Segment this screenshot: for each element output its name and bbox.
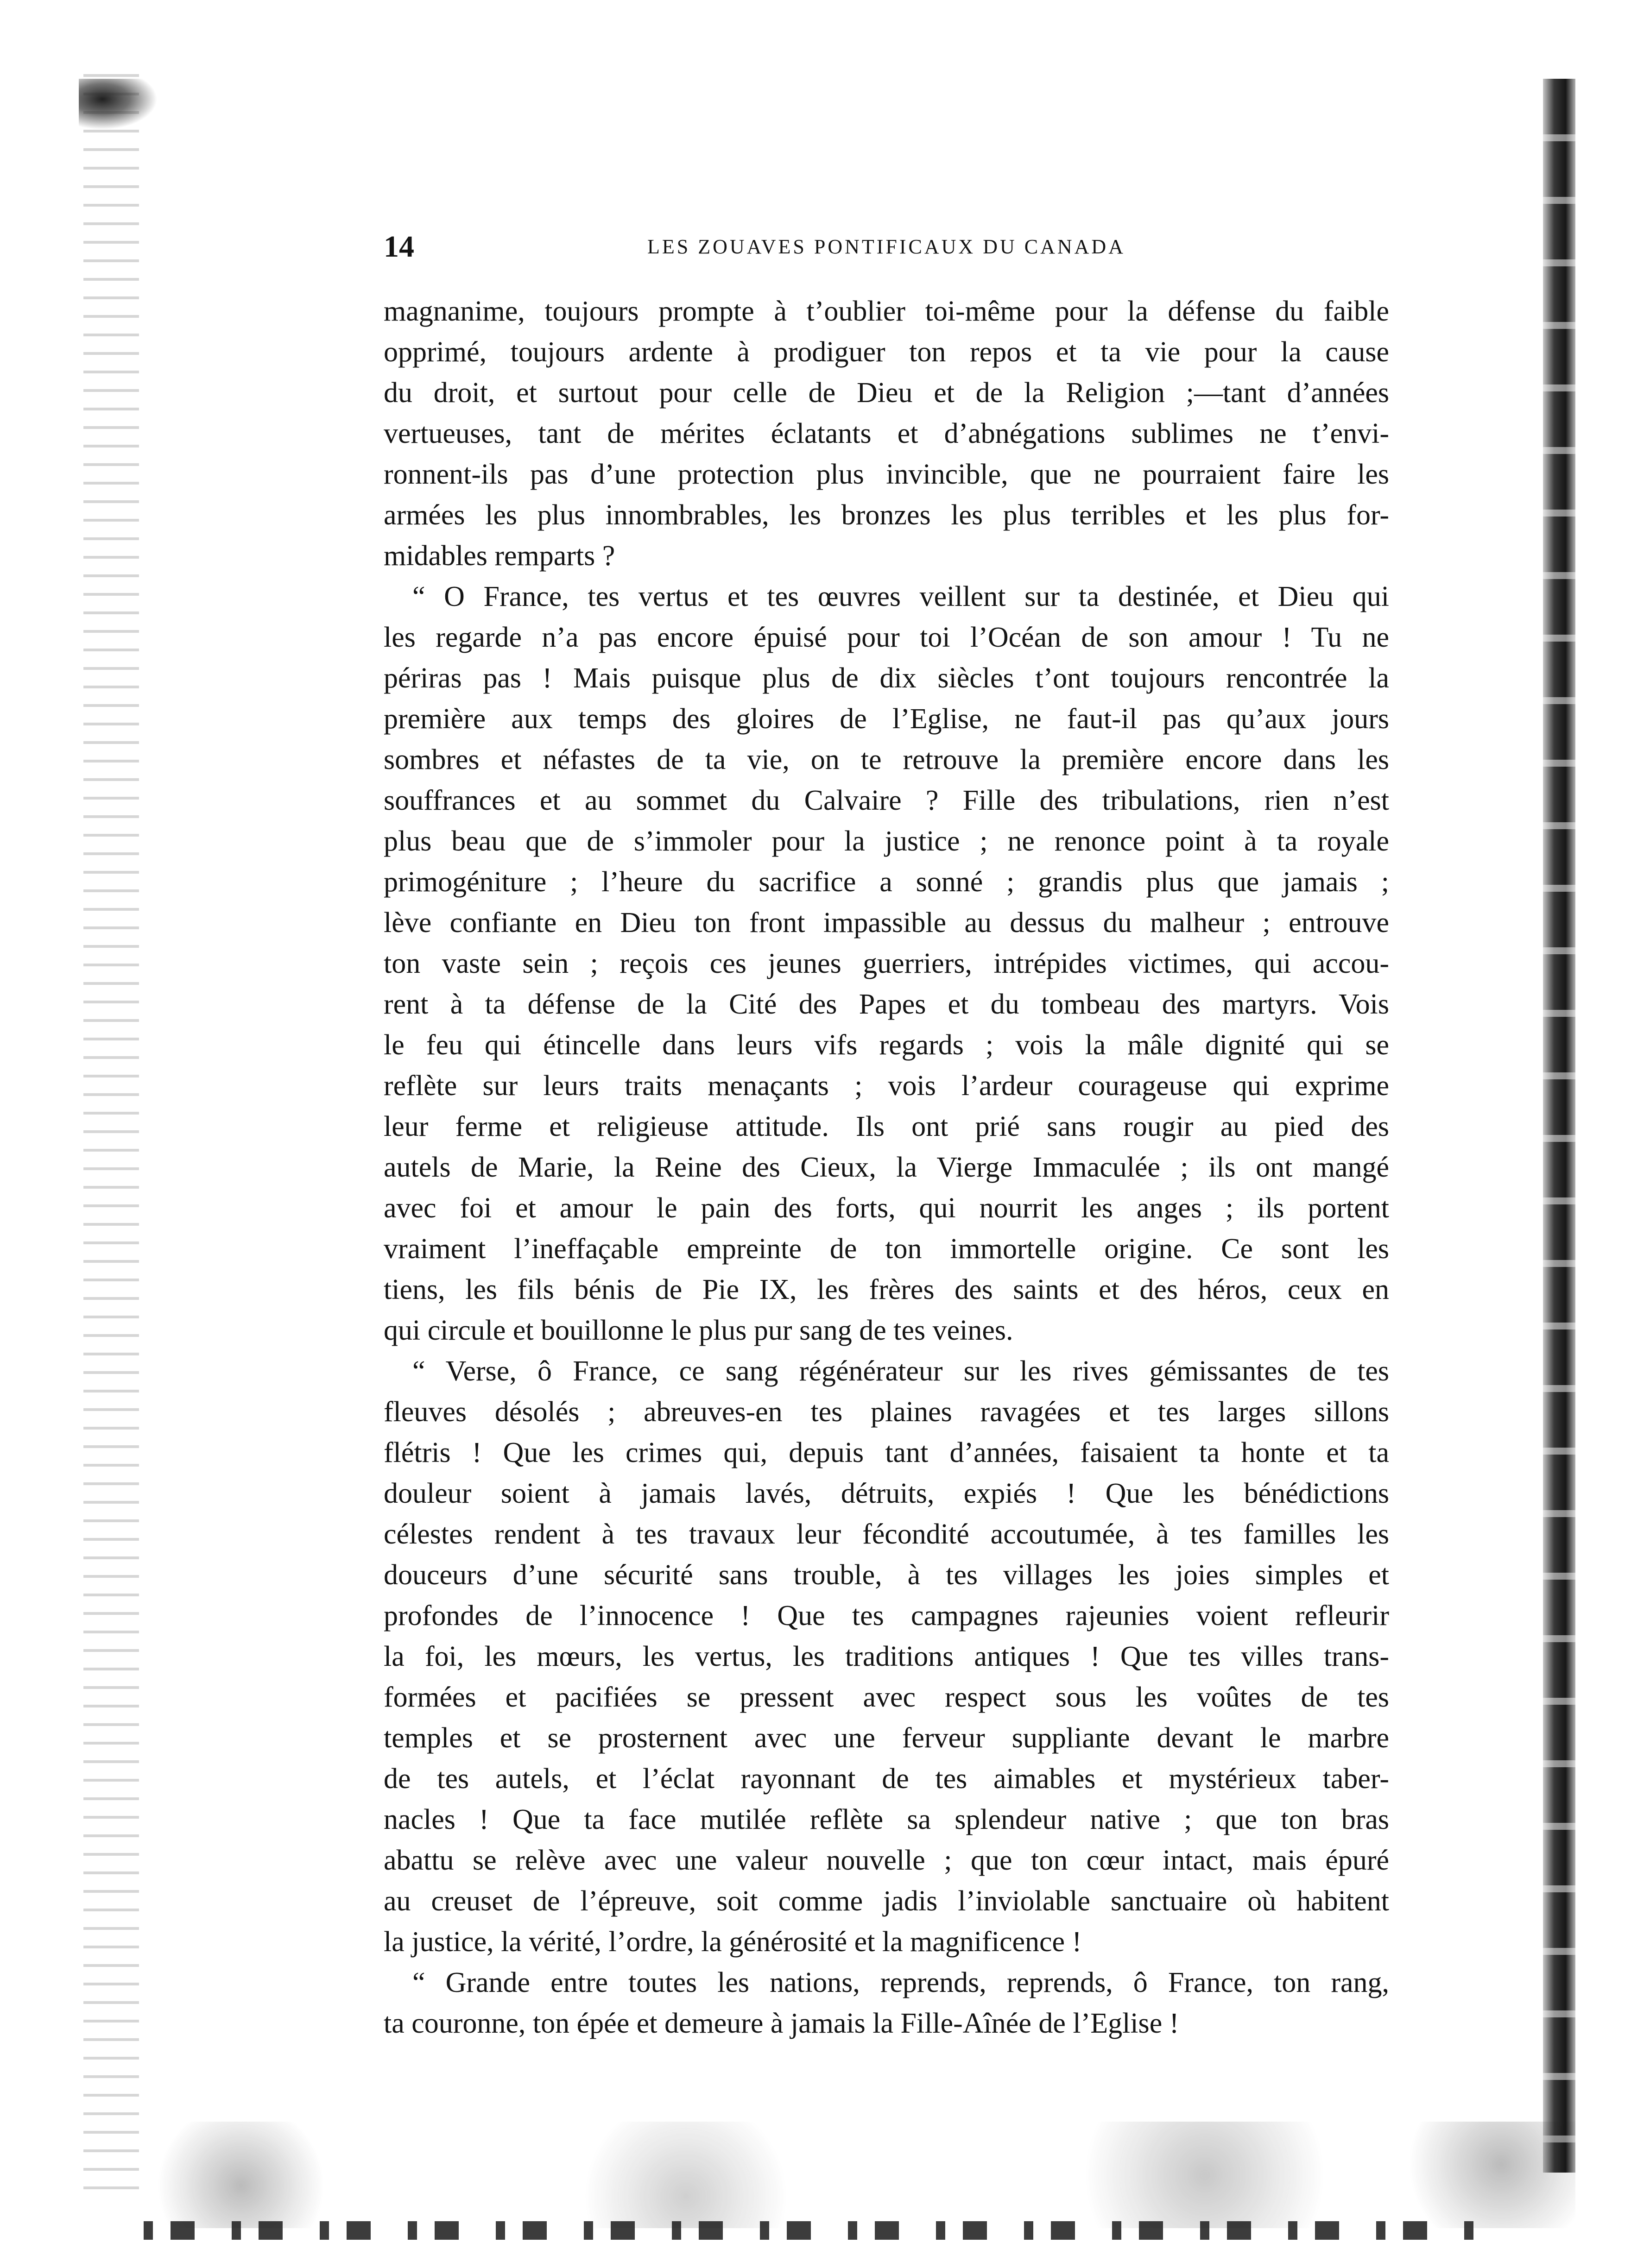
- text-line: midables remparts ?: [384, 540, 615, 572]
- text-line: formées et pacifiées se pressent avec respect sous les voûtes de tes: [384, 1682, 1389, 1713]
- text-line: sombres et néfastes de ta vie, on te retrouve la première encore dans les: [384, 744, 1389, 775]
- text-line: première aux temps des gloires de l’Eglise, ne faut-il pas qu’aux jours: [384, 703, 1389, 735]
- text-line: qui circule et bouillonne le plus pur sang de tes veines.: [384, 1315, 1013, 1346]
- text-line: de tes autels, et l’éclat rayonnant de tes aimables et mystérieux taber-: [384, 1763, 1389, 1795]
- text-line: temples et se prosternent avec une ferveur suppliante devant le marbre: [384, 1722, 1389, 1754]
- text-line: rent à ta défense de la Cité des Papes et du tombeau des martyrs. Vois: [384, 989, 1389, 1020]
- text-line: avec foi et amour le pain des forts, qui nourrit les anges ; ils portent: [384, 1192, 1389, 1224]
- text-line: profondes de l’innocence ! Que tes campagnes rajeunies voient refleurir: [384, 1600, 1389, 1632]
- text-line: souffrances et au sommet du Calvaire ? Fille des tribulations, rien n’est: [384, 785, 1389, 816]
- running-title: LES ZOUAVES PONTIFICAUX DU CANADA: [647, 235, 1125, 258]
- text-line: du droit, et surtout pour celle de Dieu et de la Religion ;—tant d’années: [384, 377, 1389, 409]
- text-line: le feu qui étincelle dans leurs vifs regards ; vois la mâle dignité qui se: [384, 1029, 1389, 1061]
- text-line: “ O France, tes vertus et tes œuvres veillent sur ta destinée, et Dieu qui: [412, 581, 1389, 612]
- paragraph: [384, 1351, 1389, 1962]
- text-line: magnanime, toujours prompte à t’oublier toi-même pour la défense du faible: [384, 296, 1389, 327]
- scan-edge-left: [83, 74, 139, 2205]
- text-line: douceurs d’une sécurité sans trouble, à tes villages les joies simples et: [384, 1559, 1389, 1591]
- text-line: la justice, la vérité, l’ordre, la générosité et la magnificence !: [384, 1926, 1082, 1958]
- text-line: lève confiante en Dieu ton front impassible au dessus du malheur ; entrouve: [384, 907, 1389, 939]
- body-text: [384, 291, 1389, 2044]
- text-line: vertueuses, tant de mérites éclatants et d’abnégations sublimes ne t’envi-: [384, 418, 1389, 449]
- page-number: 14: [384, 230, 414, 264]
- text-line: la foi, les mœurs, les vertus, les traditions antiques ! Que tes villes trans-: [384, 1641, 1389, 1672]
- text-line: “ Verse, ô France, ce sang régénérateur sur les rives gémissantes de tes: [412, 1355, 1389, 1387]
- text-line: reflète sur leurs traits menaçants ; vois l’ardeur courageuse qui exprime: [384, 1070, 1389, 1102]
- text-line: célestes rendent à tes travaux leur fécondité accoutumée, à tes familles les: [384, 1518, 1389, 1550]
- text-line: au creuset de l’épreuve, soit comme jadis l’inviolable sanctuaire où habitent: [384, 1885, 1389, 1917]
- text-line: leur ferme et religieuse attitude. Ils ont prié sans rougir au pied des: [384, 1111, 1389, 1142]
- text-line: plus beau que de s’immoler pour la justice ; ne renonce point à ta royale: [384, 825, 1389, 857]
- paragraph: [384, 576, 1389, 1351]
- text-line: autels de Marie, la Reine des Cieux, la Vierge Immaculée ; ils ont mangé: [384, 1152, 1389, 1183]
- text-line: douleur soient à jamais lavés, détruits, expiés ! Que les bénédictions: [384, 1478, 1389, 1509]
- scan-edge-right: [1543, 79, 1575, 2173]
- text-line: opprimé, toujours ardente à prodiguer ton repos et ta vie pour la cause: [384, 336, 1389, 368]
- text-line: primogéniture ; l’heure du sacrifice a sonné ; grandis plus que jamais ;: [384, 866, 1389, 898]
- text-line: les regarde n’a pas encore épuisé pour toi l’Océan de son amour ! Tu ne: [384, 622, 1389, 653]
- text-line: fleuves désolés ; abreuves-en tes plaines ravagées et tes larges sillons: [384, 1396, 1389, 1428]
- running-head: [384, 226, 1389, 268]
- scan-edge-bottom: [93, 2122, 1575, 2228]
- text-line: armées les plus innombrables, les bronzes les plus terribles et les plus for-: [384, 499, 1389, 531]
- text-line: nacles ! Que ta face mutilée reflète sa splendeur native ; que ton bras: [384, 1804, 1389, 1835]
- text-line: périras pas ! Mais puisque plus de dix siècles t’ont toujours rencontrée la: [384, 662, 1389, 694]
- text-line: tiens, les fils bénis de Pie IX, les frères des saints et des héros, ceux en: [384, 1274, 1389, 1305]
- text-line: ta couronne, ton épée et demeure à jamais la Fille-Aînée de l’Eglise !: [384, 2008, 1179, 2039]
- text-line: “ Grande entre toutes les nations, reprends, reprends, ô France, ton rang,: [412, 1967, 1389, 1998]
- paragraph: [384, 1962, 1389, 2044]
- paragraph: [384, 291, 1389, 576]
- scan-bottom-bar: [144, 2221, 1487, 2240]
- text-line: abattu se relève avec une valeur nouvelle ; que ton cœur intact, mais épuré: [384, 1845, 1389, 1876]
- text-line: ton vaste sein ; reçois ces jeunes guerriers, intrépides victimes, qui accou-: [384, 948, 1389, 979]
- text-line: ronnent-ils pas d’une protection plus invincible, que ne pourraient faire les: [384, 459, 1389, 490]
- text-line: vraiment l’ineffaçable empreinte de ton immortelle origine. Ce sont les: [384, 1233, 1389, 1265]
- text-line: flétris ! Que les crimes qui, depuis tant d’années, faisaient ta honte et ta: [384, 1437, 1389, 1468]
